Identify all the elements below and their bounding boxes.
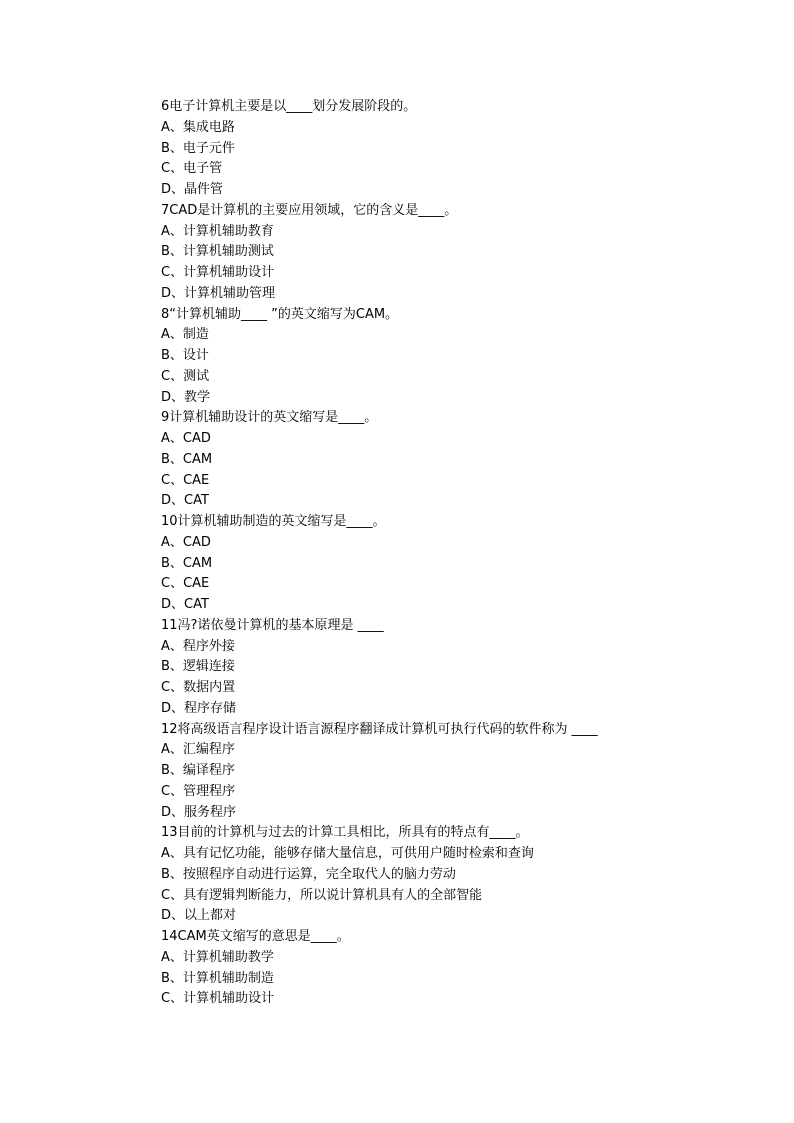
answer-option: D、CAT: [161, 597, 209, 612]
answer-option: B、设计: [161, 348, 209, 363]
answer-option: D、教学: [161, 389, 211, 405]
answer-option: C、计算机辅助设计: [161, 265, 275, 280]
answer-option: A、程序外接: [161, 638, 235, 654]
answer-option: D、程序存储: [161, 700, 237, 716]
question-stem: 14CAM英文缩写的意思是____。: [161, 929, 350, 944]
answer-option: B、计算机辅助制造: [161, 970, 274, 986]
question-stem: 7CAD是计算机的主要应用领域，它的含义是____。: [161, 202, 458, 218]
answer-option: C、电子管: [161, 161, 223, 177]
question-stem: 9计算机辅助设计的英文缩写是____。: [161, 410, 378, 426]
answer-option: C、具有逻辑判断能力，所以说计算机具有人的全部智能: [161, 887, 483, 903]
answer-option: B、CAM: [161, 555, 213, 571]
answer-option: C、CAE: [161, 576, 210, 592]
answer-option: A、CAD: [161, 534, 211, 550]
answer-option: C、管理程序: [161, 783, 236, 799]
answer-option: A、集成电路: [161, 119, 235, 135]
answer-option: A、计算机辅助教学: [161, 949, 274, 965]
answer-option: D、计算机辅助管理: [161, 285, 276, 301]
answer-option: C、测试: [161, 368, 210, 384]
answer-option: C、计算机辅助设计: [161, 991, 275, 1007]
answer-option: D、以上都对: [161, 908, 237, 924]
answer-option: A、汇编程序: [161, 742, 235, 758]
answer-option: B、按照程序自动进行运算，完全取代人的脑力劳动: [161, 866, 456, 882]
answer-option: A、CAD: [161, 431, 211, 446]
answer-option: A、具有记忆功能，能够存储大量信息，可供用户随时检索和查询: [161, 846, 534, 861]
answer-option: B、逻辑连接: [161, 659, 235, 675]
answer-option: B、CAM: [161, 451, 213, 467]
answer-option: B、编译程序: [161, 763, 235, 778]
question-stem: 12将高级语言程序设计语言源程序翻译成计算机可执行代码的软件称为 ____: [161, 721, 598, 737]
question-stem: 10计算机辅助制造的英文缩写是____。: [161, 514, 386, 529]
answer-option: D、晶件管: [161, 182, 224, 197]
question-stem: 8“计算机辅助____ ”的英文缩写为CAM。: [161, 306, 399, 322]
answer-option: A、制造: [161, 327, 209, 343]
question-list: [161, 97, 761, 1010]
answer-option: D、服务程序: [161, 804, 237, 820]
answer-option: B、计算机辅助测试: [161, 244, 274, 260]
answer-option: B、电子元件: [161, 140, 235, 156]
question-stem: 11冯?诺依曼计算机的基本原理是 ____: [161, 617, 384, 633]
answer-option: A、计算机辅助教育: [161, 223, 274, 239]
answer-option: D、CAT: [161, 493, 209, 509]
question-stem: 13目前的计算机与过去的计算工具相比，所具有的特点有____。: [161, 825, 529, 841]
question-stem: 6电子计算机主要是以____划分发展阶段的。: [161, 99, 417, 114]
answer-option: C、数据内置: [161, 680, 236, 695]
answer-option: C、CAE: [161, 472, 210, 488]
